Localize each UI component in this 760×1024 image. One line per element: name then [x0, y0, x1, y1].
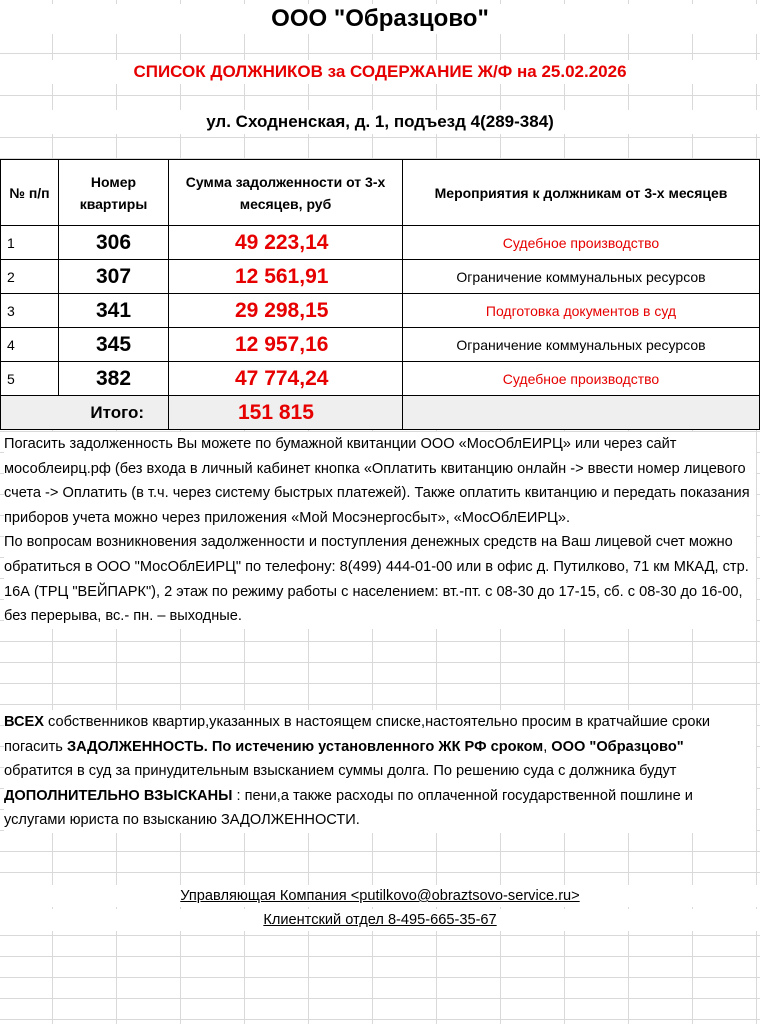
legal-notice — [4, 710, 756, 833]
management-company-link[interactable]: Управляющая Компания <putilkovo@obraztsovo-service.ru> — [0, 885, 760, 907]
total-row — [1, 396, 760, 430]
notice-text-2: обратится в суд за принудительным взысканием суммы долга. По решению суда с должника будут — [4, 763, 677, 780]
table-row — [1, 328, 760, 362]
apartment-number: 341 — [59, 294, 169, 328]
apartment-number: 306 — [59, 226, 169, 260]
notice-all-owners: ВСЕХ — [4, 714, 44, 730]
debt-amount: 12 561,91 — [169, 260, 403, 294]
total-empty-cell — [403, 396, 760, 430]
header-sum: Сумма задолженности от 3-х месяцев, руб — [169, 160, 403, 226]
debt-amount: 49 223,14 — [169, 226, 403, 260]
notice-additional: ДОПОЛНИТЕЛЬНО ВЗЫСКАНЫ — [4, 787, 233, 804]
header-measures: Мероприятия к должникам от 3-х месяцев — [403, 160, 760, 226]
payment-info — [4, 432, 756, 629]
total-amount: 151 815 — [169, 396, 403, 430]
notice-text-1: собственников квартир,указанных в настоящем списке,настоятельно просим в кратчайшие сроки погасить — [4, 714, 711, 755]
debt-measure: Судебное производство — [403, 362, 760, 396]
notice-debt-deadline: ЗАДОЛЖЕННОСТЬ. По истечению установленного ЖК РФ сроком — [66, 738, 544, 755]
header-num: № п/п — [1, 160, 59, 226]
row-number: 2 — [1, 260, 59, 294]
notice-comma: , — [543, 738, 552, 755]
row-number: 5 — [1, 362, 59, 396]
debt-amount: 12 957,16 — [169, 328, 403, 362]
contact-office-text: По вопросам возникновения задолженности и поступления денежных средств на Ваш лицевой счет можно обратиться в ООО "МосОблЕИРЦ" по телефону: 8(499) 444-01-00 или в офис д. Путилково, 71 км МКАД, стр. 16А (ТРЦ "ВЕЙПАРК"), 2 этаж по режиму работы с населением: вт.-пт. с 08-30 до 17-15, сб. с 08-30 до 16-00, без перерыва, вс.- пн. – выходные. — [4, 534, 749, 625]
table-row — [1, 362, 760, 396]
row-number: 4 — [1, 328, 59, 362]
debt-measure: Ограничение коммунальных ресурсов — [403, 328, 760, 362]
total-label: Итого: — [1, 396, 169, 430]
debt-measure: Судебное производство — [403, 226, 760, 260]
notice-company: ООО "Образцово" — [551, 738, 684, 755]
company-title: ООО "Образцово" — [0, 4, 760, 34]
debt-measure: Подготовка документов в суд — [403, 294, 760, 328]
apartment-number: 345 — [59, 328, 169, 362]
table-header-row — [1, 160, 760, 226]
table-row — [1, 294, 760, 328]
building-address: ул. Сходненская, д. 1, подъезд 4(289-384) — [0, 110, 760, 134]
table-row — [1, 260, 760, 294]
debtors-list-title: СПИСОК ДОЛЖНИКОВ за СОДЕРЖАНИЕ Ж/Ф на 25.02.2026 — [0, 60, 760, 84]
table-row — [1, 226, 760, 260]
client-department-phone[interactable]: Клиентский отдел 8-495-665-35-67 — [0, 909, 760, 931]
header-apartment: Номер квартиры — [59, 160, 169, 226]
debt-amount: 29 298,15 — [169, 294, 403, 328]
row-number: 3 — [1, 294, 59, 328]
notice-text-3: : пени,а также расходы по оплаченной государственной пошлине и услугами юриста по взысканию ЗАДОЛЖЕННОСТИ. — [4, 787, 693, 829]
apartment-number: 307 — [59, 260, 169, 294]
debt-amount: 47 774,24 — [169, 362, 403, 396]
row-number: 1 — [1, 226, 59, 260]
debtors-table — [0, 159, 760, 430]
apartment-number: 382 — [59, 362, 169, 396]
payment-methods-text: Погасить задолженность Вы можете по бумажной квитанции ООО «МосОблЕИРЦ» или через сайт мособлеирц.рф (без входа в личный кабинет кнопка «Оплатить квитанцию онлайн -> ввести номер лицевого счета -> Оплатить (в т.ч. через систему быстрых платежей). Также оплатить квитанцию и передать показания приборов учета можно через приложения «Мой Мосэнергосбыт», «МосОблЕИРЦ». — [4, 436, 750, 526]
debt-measure: Ограничение коммунальных ресурсов — [403, 260, 760, 294]
